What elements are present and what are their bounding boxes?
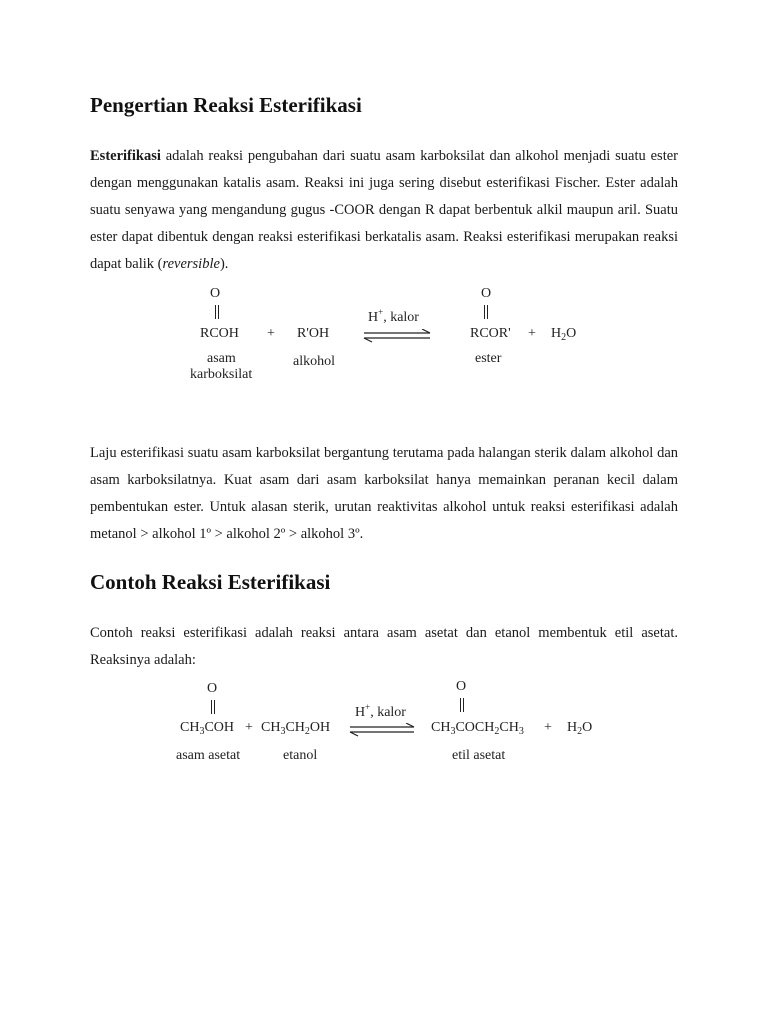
ethyl-acetate-double-bond	[460, 698, 461, 712]
label-asam-asetat: asam asetat	[176, 748, 241, 763]
paragraph-example: Contoh reaksi esterifikasi adalah reaksi antara asam asetat dan etanol membentuk etil asetat. Reaksinya adalah:	[90, 625, 678, 668]
acid-double-bond	[215, 305, 216, 319]
ethyl-acetate-double-bond-line2	[463, 698, 464, 712]
catalyst-label: H+, kalor	[368, 307, 419, 325]
ethyl-acetate-carbonyl-oxygen: O	[456, 679, 467, 694]
reaction-scheme-ethyl-acetate	[0, 680, 768, 770]
acid-formula: RCOH	[200, 326, 239, 341]
definition-end: ).	[219, 256, 229, 272]
label-asam: asam	[207, 351, 236, 366]
label-karboksilat: karboksilat	[190, 367, 253, 382]
label-etil-asetat: etil asetat	[452, 748, 506, 763]
acid-carbonyl-oxygen: O	[210, 286, 221, 301]
section-heading-pengertian: Pengertian Reaksi Esterifikasi	[90, 93, 362, 117]
paragraph-definition	[90, 143, 678, 278]
ester-double-bond	[484, 305, 485, 319]
label-ester: ester	[475, 351, 502, 366]
acetic-acid-double-bond-line2	[214, 700, 215, 714]
catalyst-label-2: H+, kalor	[355, 702, 406, 720]
acetic-acid-formula: $CH_3COH$	[180, 720, 235, 737]
alcohol-formula: R'OH	[297, 326, 330, 341]
plus-sign-1: +	[267, 326, 275, 341]
acid-double-bond-line2	[218, 305, 219, 319]
ester-carbonyl-oxygen: O	[481, 286, 492, 301]
ester-double-bond-line2	[487, 305, 488, 319]
ethyl-acetate-formula: $CH_3COCH_2CH_3$	[431, 720, 524, 737]
water-formula: $H_2O$	[551, 326, 577, 343]
plus-sign-2: +	[528, 326, 536, 341]
ethanol-formula: $CH_3CH_2OH$	[261, 720, 331, 737]
acetic-acid-carbonyl-oxygen: O	[207, 681, 218, 696]
section-heading-contoh: Contoh Reaksi Esterifikasi	[90, 570, 331, 594]
term-esterifikasi: Esterifikasi	[90, 148, 161, 164]
reversible-term: reversible	[162, 256, 220, 272]
ester-formula: RCOR'	[470, 326, 511, 341]
definition-text: adalah reaksi pengubahan dari suatu asam karboksilat dan alkohol menjadi suatu ester dengan menggunakan katalis asam. Reaksi ini juga sering disebut esterifikasi Fischer. Ester adalah suatu senyawa yang mengandung gugus -COOR dengan R dapat berbentuk alkil maupun aril. Suatu ester dapat dibentuk dengan reaksi esterifikasi berkatalis asam. Reaksi esterifikasi merupakan reaksi dapat balik (	[90, 148, 678, 272]
plus-sign-3: +	[245, 720, 253, 735]
label-etanol: etanol	[283, 748, 318, 763]
reaction-scheme-general	[0, 285, 768, 395]
acetic-acid-double-bond	[211, 700, 212, 714]
plus-sign-4: +	[544, 720, 552, 735]
equilibrium-arrow-icon-2	[348, 723, 418, 737]
water-formula-2: $H_2O$	[567, 720, 593, 737]
paragraph-reaction-rate: Laju esterifikasi suatu asam karboksilat bergantung terutama pada halangan sterik dalam alkohol dan asam karboksilatnya. Kuat asam dari asam karboksilat hanya memainkan peranan kecil dalam pembentukan ester. Untuk alasan sterik, urutan reaktivitas alkohol untuk reaksi esterifikasi adalah metanol > alkohol 1º > alkohol 2º > alkohol 3º.	[90, 445, 678, 542]
equilibrium-arrow-icon	[362, 329, 434, 343]
label-alkohol: alkohol	[293, 354, 335, 369]
